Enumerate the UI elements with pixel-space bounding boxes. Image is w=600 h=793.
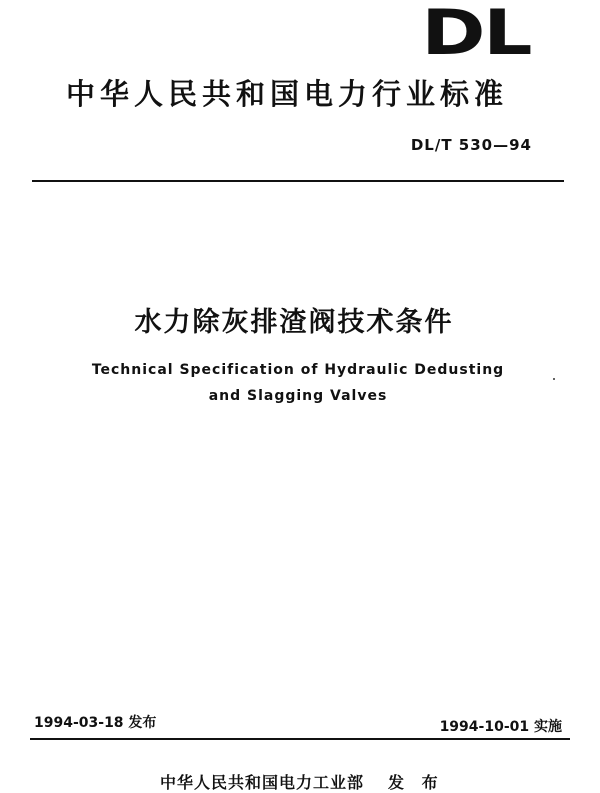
english-title-line-1: Technical Specification of Hydraulic Dedusting: [91, 362, 505, 378]
publisher-line: [160, 770, 444, 793]
document-title-chinese: 水力除灰排渣阀技术条件: [134, 307, 454, 338]
dl-logo: DL: [421, 0, 530, 69]
publisher-name: 中华人民共和国电力工业部: [160, 773, 365, 792]
scan-speck: [553, 378, 555, 380]
footer-divider: [30, 738, 570, 740]
standard-number: DL/T 530—94: [410, 136, 532, 154]
header-divider: [32, 180, 564, 182]
english-title-line-2: and Slagging Valves: [208, 388, 388, 404]
issue-date: 1994-03-18 发布: [34, 715, 157, 731]
issuing-agency-title: 中华人民共和国电力行业标准: [66, 77, 509, 111]
document-title-english: [0, 357, 596, 409]
implementation-date: 1994-10-01 实施: [439, 719, 562, 735]
publish-action: 发 布: [388, 773, 444, 792]
